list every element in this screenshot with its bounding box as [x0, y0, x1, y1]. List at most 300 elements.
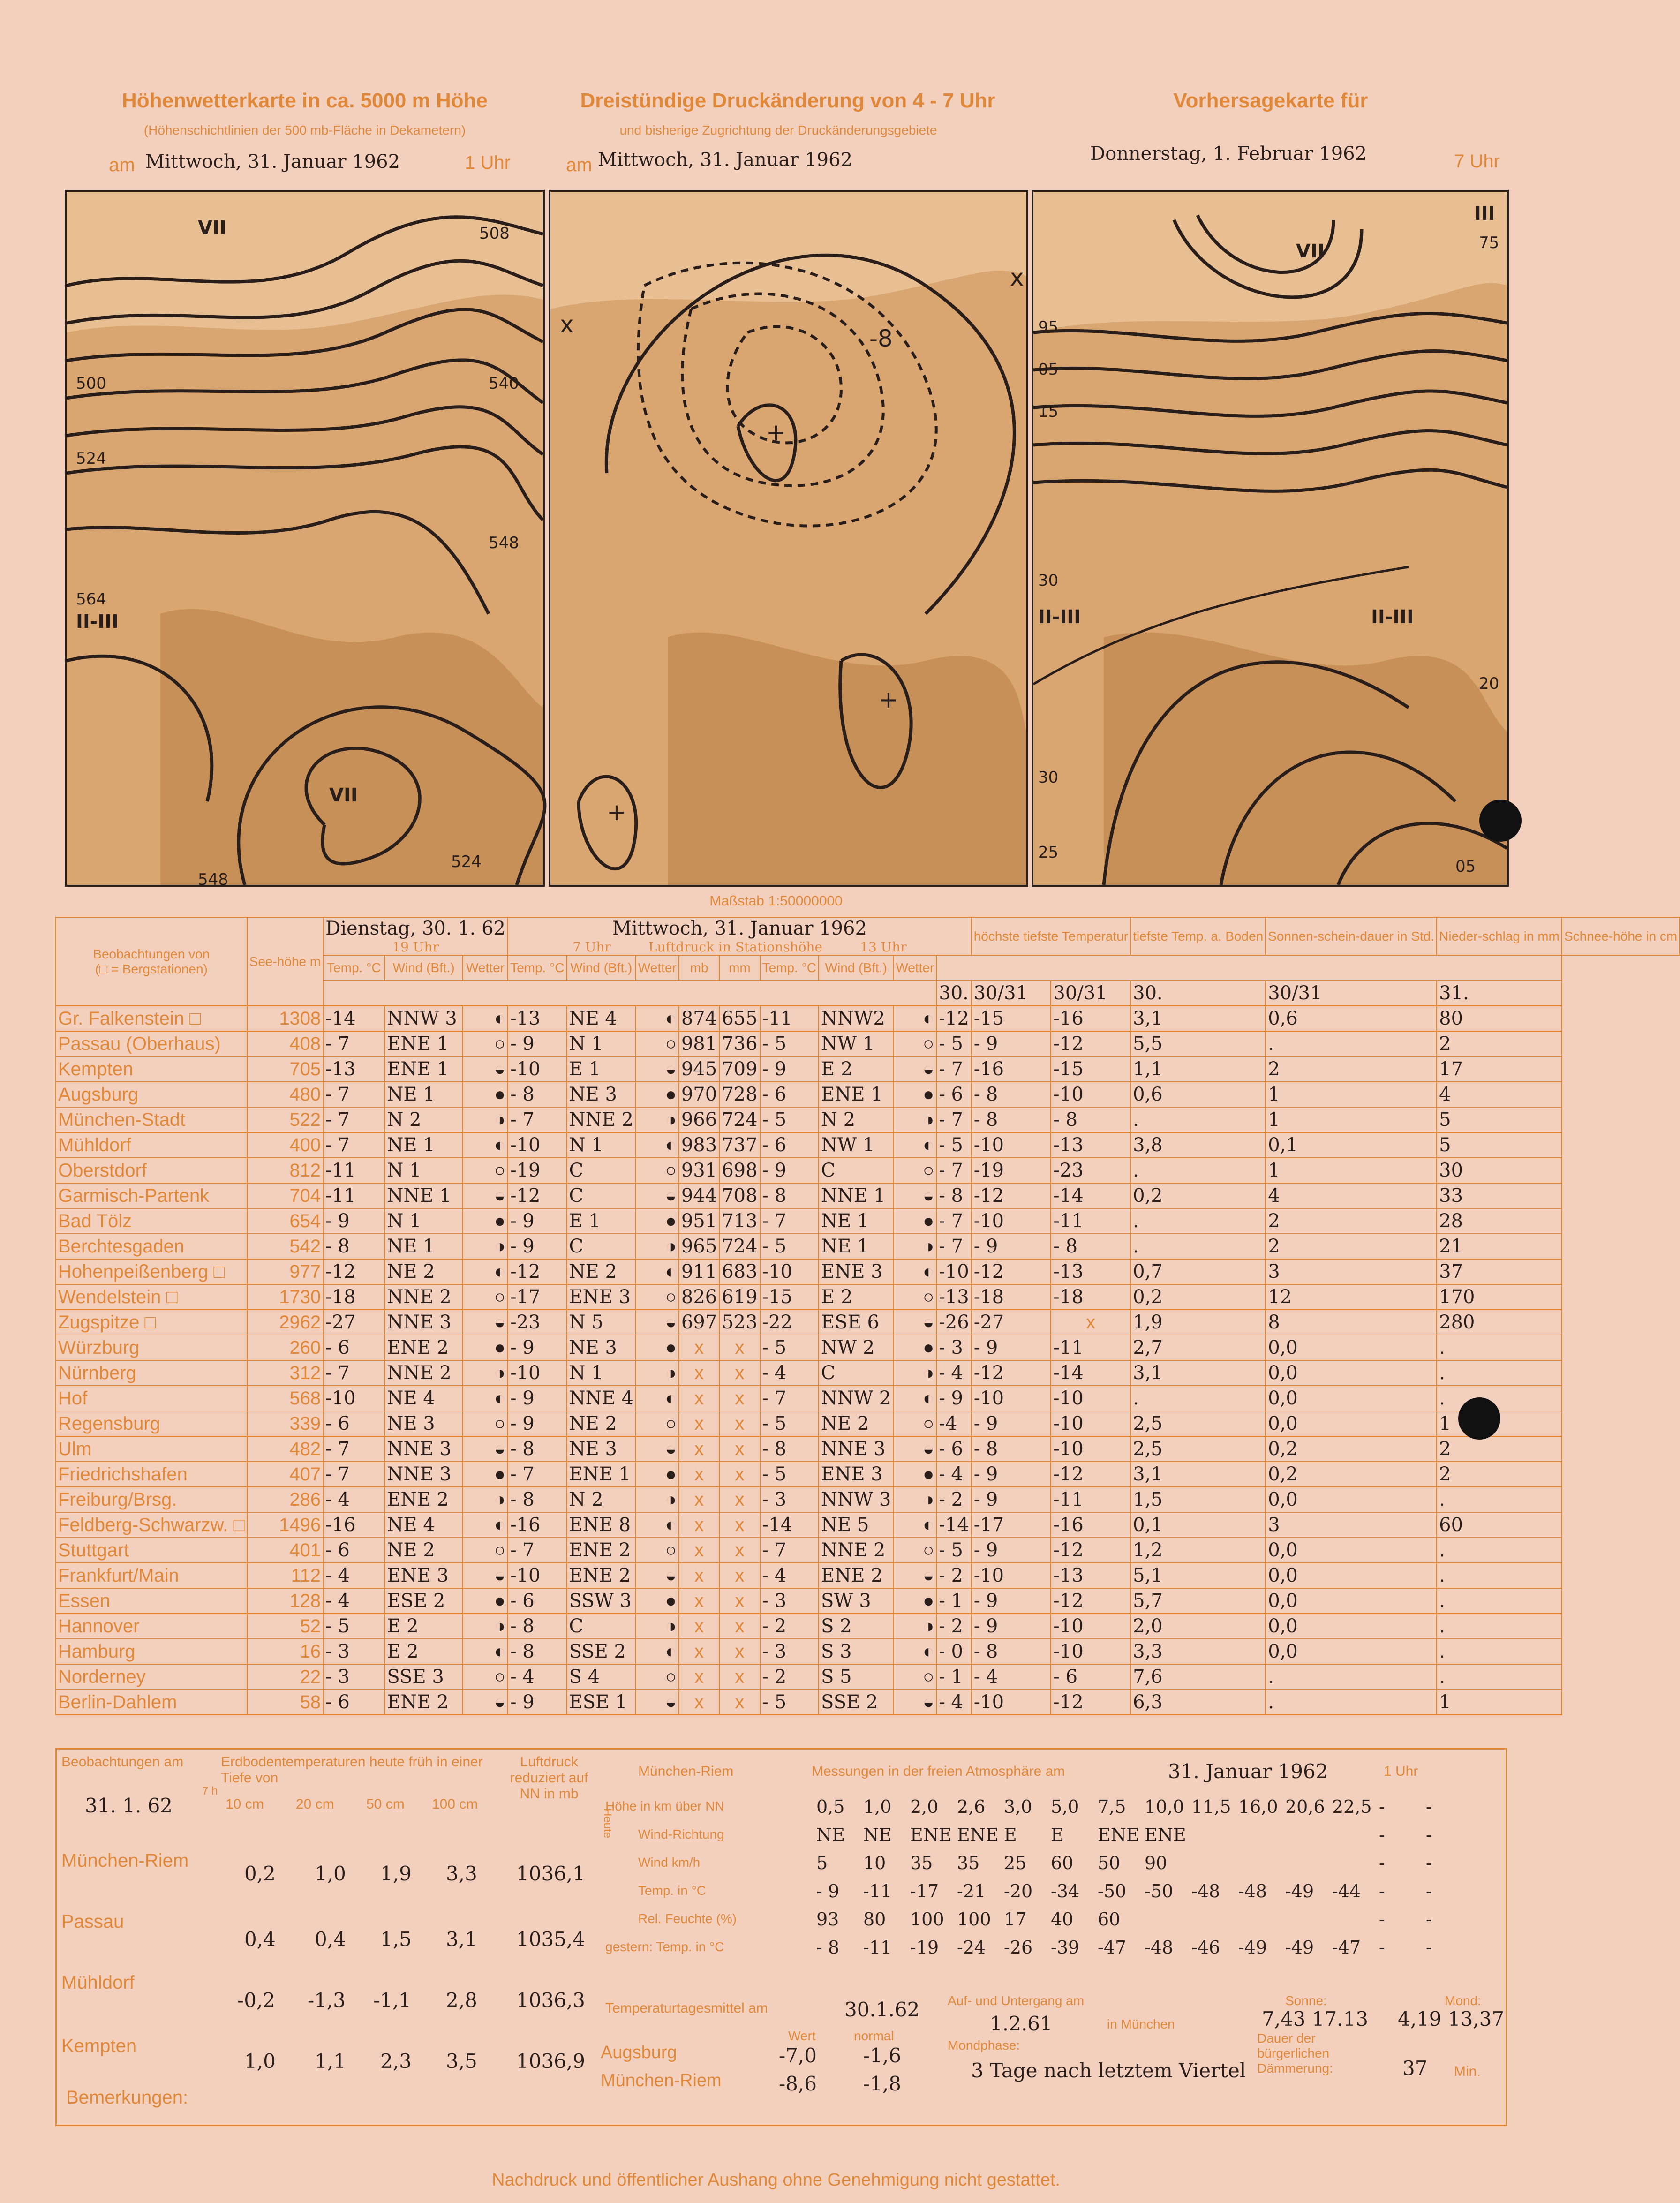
- table-cell: -17: [972, 1512, 1051, 1538]
- weather-symbol-icon: ◑: [636, 1107, 679, 1132]
- table-cell: -13: [1051, 1563, 1130, 1588]
- table-cell: -10: [508, 1563, 566, 1588]
- g3-v2: 2,3: [380, 2050, 412, 2073]
- table-cell: - 9: [972, 1031, 1051, 1056]
- table-cell: - 9: [972, 1487, 1051, 1512]
- table-cell: .: [1130, 1208, 1266, 1234]
- table-cell: -26: [936, 1310, 971, 1335]
- aloft-cell: 10: [863, 1853, 886, 1873]
- table-cell: -12: [1051, 1588, 1130, 1614]
- table-cell: 482: [247, 1436, 324, 1462]
- table-cell: - 8: [972, 1107, 1051, 1132]
- weather-symbol-icon: ◒: [463, 1056, 508, 1082]
- table-cell: -10: [508, 1056, 566, 1082]
- table-cell: 0,0: [1266, 1614, 1437, 1639]
- table-cell: x: [719, 1462, 760, 1487]
- table-cell: 2962: [247, 1310, 324, 1335]
- table-cell: -11: [1051, 1208, 1130, 1234]
- col-ground: tiefste Temp. a. Boden: [1130, 917, 1266, 955]
- daily-date: 30.1.62: [844, 1998, 920, 2021]
- table-cell: 2,5: [1130, 1436, 1266, 1462]
- h-temp-1: Temp. °C: [323, 955, 384, 981]
- table-cell: 704: [247, 1183, 324, 1208]
- table-cell: 112: [247, 1563, 324, 1588]
- table-cell: x: [719, 1664, 760, 1690]
- aloft-cell: 17: [1004, 1909, 1027, 1930]
- weather-symbol-icon: ◒: [636, 1056, 679, 1082]
- h-wetter-3: Wetter: [893, 955, 936, 981]
- table-cell: 1: [1266, 1082, 1437, 1107]
- table-cell: -16: [1051, 1512, 1130, 1538]
- table-cell: - 4: [936, 1462, 971, 1487]
- mond-value: 4,19 13,37: [1398, 2007, 1505, 2030]
- table-cell: 0,0: [1266, 1538, 1437, 1563]
- table-cell: 0,0: [1266, 1411, 1437, 1436]
- table-cell: NE 2: [567, 1259, 636, 1284]
- table-cell: SSE 2: [819, 1690, 893, 1715]
- day1-time: 19 Uhr: [392, 939, 439, 955]
- table-cell: NNE 3: [819, 1436, 893, 1462]
- table-cell: ENE 8: [567, 1512, 636, 1538]
- table-cell: - 8: [972, 1639, 1051, 1664]
- observation-table: [55, 917, 1680, 1715]
- aloft-cell: 80: [863, 1909, 886, 1930]
- table-cell: - 7: [323, 1132, 384, 1158]
- table-cell: -14: [1051, 1183, 1130, 1208]
- aloft-cell: 35: [910, 1853, 933, 1873]
- table-cell: - 9: [508, 1386, 566, 1411]
- table-cell: NW 1: [819, 1031, 893, 1056]
- table-cell: ENE 1: [819, 1082, 893, 1107]
- footer-note: Nachdruck und öffentlicher Aushang ohne Genehmigung nicht gestattet.: [492, 2170, 1060, 2190]
- table-cell: 5,7: [1130, 1588, 1266, 1614]
- table-cell: 983: [679, 1132, 719, 1158]
- table-row: [56, 1487, 1680, 1512]
- table-cell: 2,0: [1130, 1614, 1266, 1639]
- table-cell: N 2: [819, 1107, 893, 1132]
- svg-text:75: 75: [1479, 234, 1499, 252]
- aloft-cell: -47: [1098, 1937, 1127, 1958]
- aloft-cell: -: [1426, 1937, 1432, 1958]
- table-cell: 945: [679, 1056, 719, 1082]
- table-cell: - 9: [508, 1234, 566, 1259]
- table-cell: NNE 1: [384, 1183, 463, 1208]
- table-cell: x: [719, 1436, 760, 1462]
- weather-symbol-icon: ◒: [893, 1436, 936, 1462]
- weather-symbol-icon: ◐: [893, 1639, 936, 1664]
- aloft-cell: -50: [1145, 1881, 1174, 1901]
- table-cell: Kempten: [56, 1056, 247, 1082]
- table-cell: - 9: [508, 1031, 566, 1056]
- table-cell: - 8: [760, 1436, 819, 1462]
- table-cell: x: [719, 1411, 760, 1436]
- table-cell: - 7: [323, 1107, 384, 1132]
- weather-symbol-icon: ◐: [463, 1006, 508, 1031]
- table-cell: NNW2: [819, 1006, 893, 1031]
- table-cell: ENE 3: [819, 1259, 893, 1284]
- svg-text:548: 548: [489, 534, 519, 552]
- table-cell: - 3: [323, 1664, 384, 1690]
- table-cell: x: [719, 1639, 760, 1664]
- aloft-cell: -: [1379, 1825, 1385, 1845]
- table-cell: NNW 3: [819, 1487, 893, 1512]
- svg-text:VII: VII: [329, 785, 358, 806]
- table-cell: - 8: [508, 1487, 566, 1512]
- g3-v4: 1036,9: [516, 2050, 585, 2073]
- table-cell: ENE 2: [819, 1563, 893, 1588]
- aloft-cell: 0,5: [816, 1796, 845, 1817]
- table-row: [56, 1411, 1680, 1436]
- weather-symbol-icon: ◒: [893, 1056, 936, 1082]
- aloft-cell: -: [1426, 1796, 1432, 1817]
- table-cell: 724: [719, 1234, 760, 1259]
- table-cell: - 9: [760, 1158, 819, 1183]
- svg-text:540: 540: [489, 374, 519, 393]
- depth-50: 50 cm: [366, 1796, 405, 1812]
- aloft-cell: -34: [1051, 1881, 1080, 1901]
- table-cell: 400: [247, 1132, 324, 1158]
- h-c4: 30.: [1130, 981, 1266, 1006]
- svg-text:548: 548: [198, 870, 228, 889]
- svg-text:II-III: II-III: [1371, 606, 1414, 628]
- table-cell: 52: [247, 1614, 324, 1639]
- weather-symbol-icon: ●: [636, 1208, 679, 1234]
- map2-date-prefix: am: [566, 155, 592, 175]
- table-cell: -10: [1051, 1639, 1130, 1664]
- table-cell: 33: [1437, 1183, 1562, 1208]
- map3-date: Donnerstag, 1. Februar 1962: [1090, 143, 1367, 165]
- weather-symbol-icon: ◐: [463, 1386, 508, 1411]
- table-cell: 977: [247, 1259, 324, 1284]
- table-cell: - 4: [323, 1563, 384, 1588]
- table-cell: 5: [1437, 1132, 1562, 1158]
- table-cell: .: [1437, 1538, 1562, 1563]
- h-temp-2: Temp. °C: [508, 955, 566, 981]
- table-cell: -11: [323, 1158, 384, 1183]
- weather-symbol-icon: ◒: [636, 1183, 679, 1208]
- table-cell: x: [679, 1563, 719, 1588]
- depth-100: 100 cm: [432, 1796, 478, 1812]
- table-cell: -4: [936, 1411, 971, 1436]
- table-cell: 0,0: [1266, 1588, 1437, 1614]
- table-cell: C: [819, 1360, 893, 1386]
- weather-symbol-icon: ◒: [463, 1310, 508, 1335]
- table-cell: 698: [719, 1158, 760, 1183]
- table-cell: - 8: [508, 1436, 566, 1462]
- table-cell: NE 1: [384, 1082, 463, 1107]
- ground-st-0: München-Riem: [61, 1850, 189, 1871]
- table-cell: - 6: [323, 1538, 384, 1563]
- table-cell: x: [679, 1588, 719, 1614]
- table-cell: .: [1437, 1639, 1562, 1664]
- day2-pressure: Luftdruck in Stationshöhe: [648, 939, 823, 955]
- table-cell: - 9: [760, 1056, 819, 1082]
- table-cell: 339: [247, 1411, 324, 1436]
- table-row: [56, 1082, 1680, 1107]
- table-cell: 0,0: [1266, 1335, 1437, 1360]
- table-cell: - 4: [323, 1588, 384, 1614]
- table-cell: E 2: [819, 1056, 893, 1082]
- g1-v4: 1035,4: [516, 1928, 585, 1951]
- table-cell: E 2: [384, 1639, 463, 1664]
- table-cell: 0,0: [1266, 1386, 1437, 1411]
- table-cell: - 8: [323, 1234, 384, 1259]
- table-cell: C: [567, 1158, 636, 1183]
- table-cell: - 6: [323, 1335, 384, 1360]
- table-cell: - 7: [323, 1436, 384, 1462]
- table-cell: 619: [719, 1284, 760, 1310]
- aloft-cell: -48: [1238, 1881, 1267, 1901]
- table-cell: Norderney: [56, 1664, 247, 1690]
- table-cell: - 5: [323, 1614, 384, 1639]
- aloft-cell: ENE: [1145, 1825, 1186, 1845]
- table-cell: ESE 6: [819, 1310, 893, 1335]
- table-cell: -14: [760, 1512, 819, 1538]
- table-cell: 523: [719, 1310, 760, 1335]
- table-cell: .: [1437, 1386, 1562, 1411]
- table-cell: NW 2: [819, 1335, 893, 1360]
- table-cell: 1,9: [1130, 1310, 1266, 1335]
- daily-v0-normal: -1,6: [863, 2044, 901, 2067]
- table-cell: 3,1: [1130, 1360, 1266, 1386]
- heute-label: Heute: [601, 1808, 614, 1839]
- table-cell: N 1: [567, 1031, 636, 1056]
- table-cell: NNE 3: [384, 1462, 463, 1487]
- table-cell: Regensburg: [56, 1411, 247, 1436]
- aloft-cell: -49: [1238, 1937, 1267, 1958]
- aloft-cell: NE: [863, 1825, 892, 1845]
- table-cell: 0,1: [1266, 1132, 1437, 1158]
- table-cell: - 2: [936, 1614, 971, 1639]
- table-cell: 2: [1266, 1208, 1437, 1234]
- weather-symbol-icon: ○: [636, 1031, 679, 1056]
- table-cell: 981: [679, 1031, 719, 1056]
- aloft-cell: -21: [957, 1881, 986, 1901]
- table-cell: N 2: [567, 1487, 636, 1512]
- svg-text:30: 30: [1038, 768, 1059, 787]
- table-cell: -14: [936, 1512, 971, 1538]
- table-row: [56, 1436, 1680, 1462]
- sonne-value: 7,43 17.13: [1262, 2007, 1369, 2030]
- g2-v4: 1036,3: [516, 1989, 585, 2012]
- svg-text:30: 30: [1038, 571, 1059, 590]
- upper-air-map: [65, 190, 545, 887]
- table-cell: Stuttgart: [56, 1538, 247, 1563]
- h-mb: mb: [679, 955, 719, 981]
- table-cell: x: [719, 1690, 760, 1715]
- table-cell: E 2: [819, 1284, 893, 1310]
- table-cell: x: [719, 1487, 760, 1512]
- h-temp-3: Temp. °C: [760, 955, 819, 981]
- table-row: [56, 1690, 1680, 1715]
- aloft-cell: 93: [816, 1909, 839, 1930]
- weather-symbol-icon: ◑: [463, 1360, 508, 1386]
- day2-t13: 13 Uhr: [860, 939, 907, 955]
- table-cell: - 8: [1051, 1107, 1130, 1132]
- weather-symbol-icon: ○: [463, 1031, 508, 1056]
- table-cell: -12: [972, 1259, 1051, 1284]
- table-cell: - 9: [508, 1208, 566, 1234]
- weather-symbol-icon: ◑: [893, 1487, 936, 1512]
- table-cell: -13: [323, 1056, 384, 1082]
- observation-rows: [56, 1006, 1680, 1715]
- table-cell: -15: [972, 1006, 1051, 1031]
- aloft-cell: 2,0: [910, 1796, 939, 1817]
- table-cell: - 5: [760, 1031, 819, 1056]
- aloft-cell: -47: [1332, 1937, 1361, 1958]
- table-cell: .: [1130, 1158, 1266, 1183]
- table-cell: - 6: [323, 1411, 384, 1436]
- aloft-cell: -46: [1191, 1937, 1220, 1958]
- table-cell: 0,2: [1266, 1436, 1437, 1462]
- day1-label: Dienstag, 30. 1. 62: [325, 918, 506, 939]
- table-cell: 966: [679, 1107, 719, 1132]
- svg-text:+: +: [607, 799, 626, 826]
- map2-title: Dreistündige Druckänderung von 4 - 7 Uhr: [580, 89, 995, 112]
- table-cell: 28: [1437, 1208, 1562, 1234]
- table-cell: x: [719, 1588, 760, 1614]
- aloft-cell: 11,5: [1191, 1796, 1231, 1817]
- aloft-cell: -49: [1285, 1937, 1314, 1958]
- svg-text:III: III: [1474, 203, 1495, 225]
- weather-symbol-icon: ●: [463, 1208, 508, 1234]
- table-cell: 654: [247, 1208, 324, 1234]
- table-cell: - 9: [972, 1335, 1051, 1360]
- table-cell: NNE 2: [567, 1107, 636, 1132]
- table-cell: 0,2: [1266, 1462, 1437, 1487]
- g3-v3: 3,5: [446, 2050, 477, 2073]
- table-cell: - 7: [936, 1107, 971, 1132]
- table-cell: -14: [1051, 1360, 1130, 1386]
- table-cell: x: [679, 1360, 719, 1386]
- table-cell: x: [679, 1436, 719, 1462]
- table-cell: -15: [760, 1284, 819, 1310]
- h-c3: 30/31: [1051, 981, 1130, 1006]
- table-cell: NE 1: [384, 1132, 463, 1158]
- aloft-row-label: Rel. Feuchte (%): [638, 1911, 737, 1926]
- weather-symbol-icon: ○: [463, 1538, 508, 1563]
- table-cell: 280: [1437, 1310, 1562, 1335]
- table-cell: - 8: [508, 1639, 566, 1664]
- weather-symbol-icon: ○: [893, 1284, 936, 1310]
- table-cell: - 6: [936, 1082, 971, 1107]
- phase-label: Mondphase:: [948, 2038, 1020, 2052]
- table-cell: 0,2: [1130, 1284, 1266, 1310]
- aloft-cell: -48: [1191, 1881, 1220, 1901]
- weather-symbol-icon: ○: [463, 1664, 508, 1690]
- table-cell: - 4: [760, 1563, 819, 1588]
- table-cell: -13: [1051, 1259, 1130, 1284]
- table-cell: Augsburg: [56, 1082, 247, 1107]
- table-cell: 4: [1437, 1082, 1562, 1107]
- table-cell: .: [1437, 1335, 1562, 1360]
- table-cell: 874: [679, 1006, 719, 1031]
- table-cell: 4: [1266, 1183, 1437, 1208]
- table-cell: 5: [1437, 1107, 1562, 1132]
- table-cell: 5,1: [1130, 1563, 1266, 1588]
- ground-head-press: Luftdruck reduziert auf NN in mb: [510, 1754, 588, 1802]
- aloft-cell: -24: [957, 1937, 986, 1958]
- table-cell: 312: [247, 1360, 324, 1386]
- table-cell: 2,5: [1130, 1411, 1266, 1436]
- col-height: See-höhe m: [247, 917, 324, 1006]
- weather-symbol-icon: ◒: [636, 1310, 679, 1335]
- day2-t7: 7 Uhr: [573, 939, 611, 955]
- daily-st-0: Augsburg: [601, 2043, 677, 2062]
- aloft-cell: ENE: [910, 1825, 952, 1845]
- weather-symbol-icon: ◑: [463, 1234, 508, 1259]
- table-cell: x: [679, 1614, 719, 1639]
- weather-symbol-icon: ◐: [893, 1006, 936, 1031]
- aloft-cell: 5: [816, 1853, 828, 1873]
- table-cell: NNE 2: [819, 1538, 893, 1563]
- aloft-row-label: Temp. in °C: [638, 1883, 707, 1898]
- table-cell: E 1: [567, 1208, 636, 1234]
- table-cell: - 7: [760, 1208, 819, 1234]
- punch-hole-top: [1479, 800, 1522, 842]
- table-cell: NE 1: [819, 1208, 893, 1234]
- weather-symbol-icon: ◒: [463, 1690, 508, 1715]
- weather-symbol-icon: ◒: [463, 1183, 508, 1208]
- table-cell: x: [679, 1512, 719, 1538]
- map1-time: 1 Uhr: [465, 152, 511, 173]
- aloft-cell: E: [1051, 1825, 1064, 1845]
- table-cell: Bad Tölz: [56, 1208, 247, 1234]
- table-cell: 812: [247, 1158, 324, 1183]
- table-cell: 0,6: [1130, 1082, 1266, 1107]
- table-cell: 480: [247, 1082, 324, 1107]
- table-cell: - 7: [508, 1462, 566, 1487]
- weather-symbol-icon: ◑: [893, 1360, 936, 1386]
- table-cell: 5,5: [1130, 1031, 1266, 1056]
- map3-time: 7 Uhr: [1454, 151, 1500, 172]
- table-cell: - 6: [1051, 1664, 1130, 1690]
- table-cell: -10: [508, 1360, 566, 1386]
- table-cell: 0,0: [1266, 1360, 1437, 1386]
- table-cell: - 3: [760, 1588, 819, 1614]
- table-cell: - 9: [972, 1411, 1051, 1436]
- weather-symbol-icon: ●: [463, 1335, 508, 1360]
- table-cell: S 3: [819, 1639, 893, 1664]
- table-cell: -16: [972, 1056, 1051, 1082]
- weather-symbol-icon: ◒: [636, 1690, 679, 1715]
- table-row: [56, 1639, 1680, 1664]
- weather-symbol-icon: ○: [636, 1284, 679, 1310]
- table-cell: 951: [679, 1208, 719, 1234]
- svg-text:95: 95: [1038, 318, 1059, 337]
- table-cell: NE 3: [384, 1411, 463, 1436]
- aloft-cell: 35: [957, 1853, 980, 1873]
- table-cell: ENE 2: [384, 1335, 463, 1360]
- table-cell: x: [719, 1335, 760, 1360]
- table-cell: x: [679, 1664, 719, 1690]
- table-cell: SSW 3: [567, 1588, 636, 1614]
- table-row: [56, 1664, 1680, 1690]
- table-cell: - 5: [936, 1031, 971, 1056]
- svg-text:-8: -8: [869, 325, 893, 352]
- weather-symbol-icon: ◐: [636, 1512, 679, 1538]
- table-cell: .: [1437, 1614, 1562, 1639]
- table-cell: -13: [936, 1284, 971, 1310]
- table-cell: 697: [679, 1310, 719, 1335]
- table-cell: 3: [1266, 1259, 1437, 1284]
- g1-v0: 0,4: [244, 1928, 276, 1951]
- weather-symbol-icon: ◒: [463, 1436, 508, 1462]
- h-c2: 30/31: [972, 981, 1051, 1006]
- table-cell: - 4: [508, 1664, 566, 1690]
- aloft-cell: -26: [1004, 1937, 1033, 1958]
- table-cell: - 8: [508, 1082, 566, 1107]
